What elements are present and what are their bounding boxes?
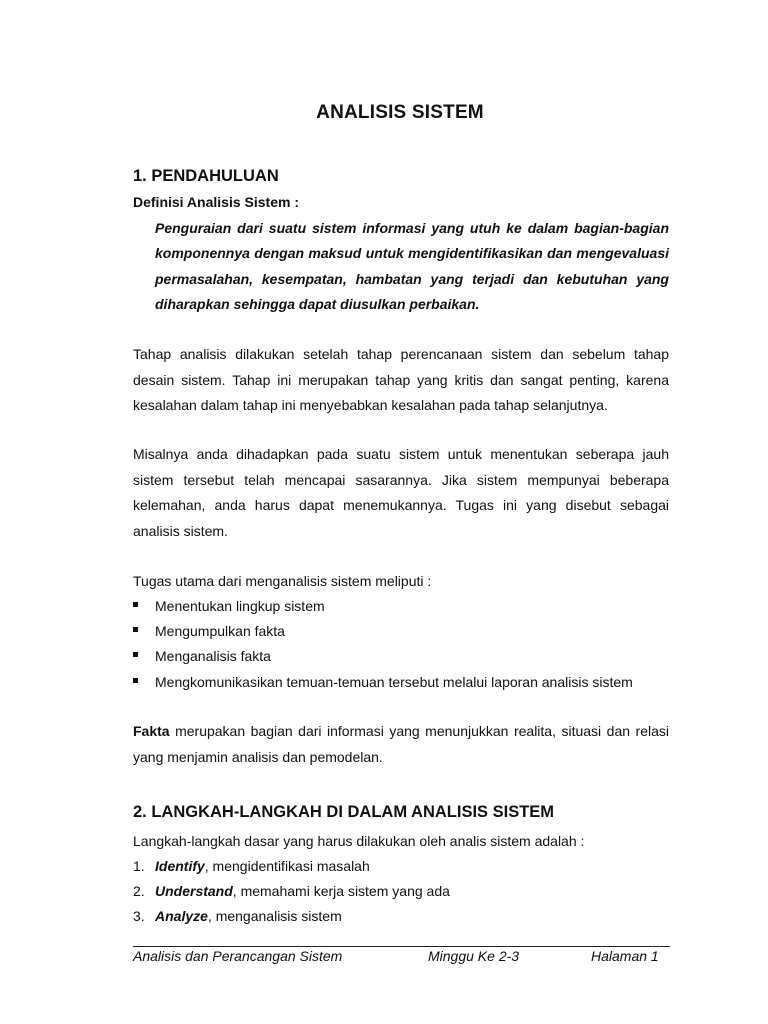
definition-label: Definisi Analisis Sistem :: [133, 194, 299, 210]
list-item: [133, 596, 633, 621]
footer-week: Minggu Ke 2-3: [428, 948, 520, 964]
definition-text: Penguraian dari suatu sistem informasi yang utuh ke dalam bagian-bagian komponennya dengan maksud untuk mengidentifikasikan dan mengevaluasi permasalahan, kesempatan, hambatan yang terjadi dan kebutuhan yang diharapkan sehingga dapat diusulkan perbaikan.: [155, 220, 669, 312]
step-number: 1.: [133, 858, 145, 874]
tasks-list: [133, 596, 633, 697]
list-item: [133, 646, 633, 671]
steps-intro: Langkah-langkah dasar yang harus dilakukan oleh analis sistem adalah :: [133, 833, 585, 849]
bullet-square-icon: [133, 602, 138, 607]
step-number: 3.: [133, 908, 145, 925]
paragraph-misalnya: Misalnya anda dihadapkan pada suatu sistem untuk menentukan seberapa jauh sistem tersebut telah mencapai sasarannya. Jika sistem mempunyai beberapa kelemahan, anda harus dapat menemukannya. Tugas ini yang disebut sebagai analisis sistem.: [133, 446, 669, 539]
list-item: [133, 881, 450, 906]
list-item: [133, 672, 633, 697]
bullet-square-icon: [133, 652, 138, 657]
task-text: Mengumpulkan fakta: [155, 623, 285, 640]
step-term: Identify: [155, 858, 205, 874]
steps-list: [133, 856, 450, 932]
step-text: , memahami kerja sistem yang ada: [232, 883, 450, 900]
step-term: Analyze: [155, 908, 208, 925]
paragraph-tahap-analisis: Tahap analisis dilakukan setelah tahap perencanaan sistem dan sebelum tahap desain sistem. Tahap ini merupakan tahap yang kritis dan sangat penting, karena kesalahan dalam tahap ini menyebabkan kesalahan pada tahap selanjutnya.: [133, 346, 669, 413]
fakta-term: Fakta: [133, 723, 170, 739]
task-text: Mengkomunikasikan temuan-temuan tersebut melalui laporan analisis sistem: [155, 673, 633, 690]
section-2-heading: 2. LANGKAH-LANGKAH DI DALAM ANALISIS SISTEM: [133, 803, 555, 821]
document-title: ANALISIS SISTEM: [316, 102, 484, 123]
step-number: 2.: [133, 883, 145, 900]
task-text: Menganalisis fakta: [155, 648, 271, 665]
footer-page-number: Halaman 1: [591, 948, 659, 964]
list-item: [133, 906, 450, 931]
fakta-text: merupakan bagian dari informasi yang menunjukkan realita, situasi dan relasi yang menjamin analisis dan pemodelan.: [133, 723, 669, 765]
paragraph-fakta: [133, 719, 669, 770]
step-term: Understand: [155, 883, 233, 900]
footer-divider: [133, 946, 670, 947]
list-item: [133, 856, 450, 881]
step-text: , menganalisis sistem: [207, 908, 342, 925]
bullet-square-icon: [133, 627, 138, 632]
footer-course: Analisis dan Perancangan Sistem: [133, 948, 343, 964]
step-text: , mengidentifikasi masalah: [204, 858, 370, 874]
bullet-square-icon: [133, 678, 138, 683]
task-text: Menentukan lingkup sistem: [155, 598, 325, 614]
tasks-intro: Tugas utama dari menganalisis sistem meliputi :: [133, 573, 432, 589]
section-1-heading: 1. PENDAHULUAN: [133, 167, 279, 185]
list-item: [133, 621, 633, 646]
